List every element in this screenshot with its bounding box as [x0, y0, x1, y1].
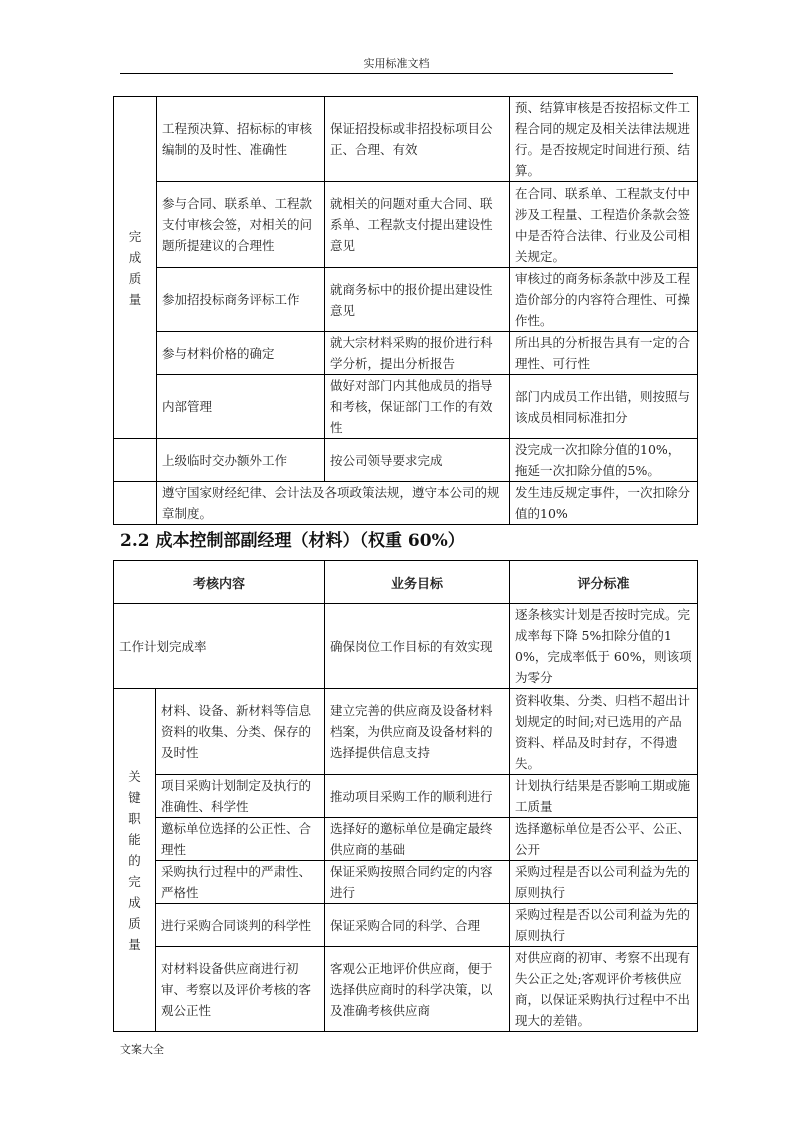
standard-cell: 计划执行结果是否影响工期或施工质量 [510, 775, 698, 818]
table-row [114, 182, 698, 268]
goal-cell: 按公司领导要求完成 [325, 439, 510, 482]
content-cell: 进行采购合同谈判的科学性 [156, 904, 325, 947]
goal-cell: 就相关的问题对重大合同、联系单、工程款支付提出建设性意见 [325, 182, 510, 268]
standard-cell: 部门内成员工作出错，则按照与该成员相同标准扣分 [510, 375, 698, 439]
content-cell: 工程预决算、招标标的审核编制的及时性、准确性 [157, 97, 325, 182]
table-row [114, 332, 698, 375]
table-row [114, 375, 698, 439]
group-label-char: 关 [128, 768, 141, 784]
assessment-table-materials [113, 560, 698, 1032]
table-row-compliance [114, 482, 698, 525]
table-row [114, 861, 698, 904]
standard-cell: 在合同、联系单、工程款支付中涉及工程量、工程造价条款会签中是否符合法律、行业及公司相关规定。 [510, 182, 698, 268]
table-row [114, 689, 698, 775]
group-label-char: 量 [128, 936, 141, 952]
goal-cell: 做好对部门内其他成员的指导和考核，保证部门工作的有效性 [325, 375, 510, 439]
standard-cell: 发生违反规定事件，一次扣除分值的10% [510, 482, 698, 525]
group-label-char: 质 [128, 915, 141, 931]
group-label-char: 键 [128, 789, 141, 805]
standard-cell: 预、结算审核是否按招标文件工程合同的规定及相关法律法规进行。是否按规定时间进行预、结算。 [510, 97, 698, 182]
goal-cell: 保证招投标或非招投标项目公正、合理、有效 [325, 97, 510, 182]
content-cell: 对材料设备供应商进行初审、考察以及评价考核的客观公正性 [156, 947, 325, 1032]
standard-cell: 审核过的商务标条款中涉及工程造价部分的内容符合理性、可操作性。 [510, 268, 698, 332]
goal-cell: 建立完善的供应商及设备材料档案，为供应商及设备材料的选择提供信息支持 [325, 689, 510, 775]
table-row [114, 97, 698, 182]
goal-cell: 就商务标中的报价提出建设性意见 [325, 268, 510, 332]
content-cell: 上级临时交办额外工作 [157, 439, 325, 482]
standard-cell: 选择邀标单位是否公平、公正、公开 [510, 818, 698, 861]
table-row [114, 947, 698, 1032]
content-cell: 遵守国家财经纪律、会计法及各项政策法规，遵守本公司的规章制度。 [157, 482, 510, 525]
group-label-char: 职 [128, 810, 141, 826]
header-content: 考核内容 [114, 561, 325, 604]
standard-cell: 所出具的分析报告具有一定的合理性、可行性 [510, 332, 698, 375]
group-label-char: 量 [128, 291, 142, 307]
group-label-char: 能 [128, 831, 141, 847]
page-header: 实用标准文档 [363, 57, 430, 70]
group-label-char: 完 [128, 228, 142, 244]
goal-cell: 选择好的邀标单位是确定最终供应商的基础 [325, 818, 510, 861]
content-cell: 材料、设备、新材料等信息资料的收集、分类、保存的及时性 [156, 689, 325, 775]
group-label-char: 成 [128, 894, 141, 910]
standard-cell: 资料收集、分类、归档不超出计划规定的时间;对已选用的产品资料、样品及时封存，不得遗失。 [510, 689, 698, 775]
content-cell: 采购执行过程中的严肃性、严格性 [156, 861, 325, 904]
group-label-char: 完 [128, 873, 141, 889]
goal-cell: 保证采购合同的科学、合理 [325, 904, 510, 947]
assessment-table-continued [113, 96, 698, 525]
content-cell: 项目采购计划制定及执行的准确性、科学性 [156, 775, 325, 818]
table-row [114, 904, 698, 947]
empty-cell [114, 439, 157, 482]
table-row [114, 775, 698, 818]
goal-cell: 推动项目采购工作的顺利进行 [325, 775, 510, 818]
standard-cell: 采购过程是否以公司利益为先的原则执行 [510, 861, 698, 904]
group-label-char: 的 [128, 852, 141, 868]
section-heading: 2.2 成本控制部副经理（材料）（权重 60%） [120, 531, 465, 551]
header-goal: 业务目标 [325, 561, 510, 604]
header-standard: 评分标准 [510, 561, 698, 604]
content-cell: 参与材料价格的确定 [157, 332, 325, 375]
table-header-row [114, 561, 698, 604]
group-label-cell [114, 689, 156, 1032]
standard-cell: 对供应商的初审、考察不出现有失公正之处;客观评价考核供应商，以保证采购执行过程中不出现大的差错。 [510, 947, 698, 1032]
page-footer: 文案大全 [120, 1043, 164, 1056]
standard-cell: 采购过程是否以公司利益为先的原则执行 [510, 904, 698, 947]
content-cell: 参与合同、联系单、工程款支付审核会签，对相关的问题所提建议的合理性 [157, 182, 325, 268]
table-row [114, 818, 698, 861]
goal-cell: 确保岗位工作目标的有效实现 [325, 604, 510, 689]
standard-cell: 逐条核实计划是否按时完成。完成率每下降 5%扣除分值的10%，完成率低于 60%，则该项为零分 [510, 604, 698, 689]
content-cell: 内部管理 [157, 375, 325, 439]
header-divider [120, 73, 673, 74]
group-label-char: 成 [128, 249, 142, 265]
goal-cell: 就大宗材料采购的报价进行科学分析，提出分析报告 [325, 332, 510, 375]
empty-cell [114, 482, 157, 525]
standard-cell: 没完成一次扣除分值的10%，拖延一次扣除分值的5%。 [510, 439, 698, 482]
group-label-char: 质 [128, 270, 142, 286]
goal-cell: 保证采购按照合同约定的内容进行 [325, 861, 510, 904]
content-cell: 邀标单位选择的公正性、合理性 [156, 818, 325, 861]
group-label-cell [114, 97, 157, 439]
table-row [114, 268, 698, 332]
content-cell: 参加招投标商务评标工作 [157, 268, 325, 332]
content-cell: 工作计划完成率 [114, 604, 325, 689]
goal-cell: 客观公正地评价供应商，便于选择供应商时的科学决策，以及准确考核供应商 [325, 947, 510, 1032]
table-row-plan [114, 604, 698, 689]
table-row-extra-work [114, 439, 698, 482]
